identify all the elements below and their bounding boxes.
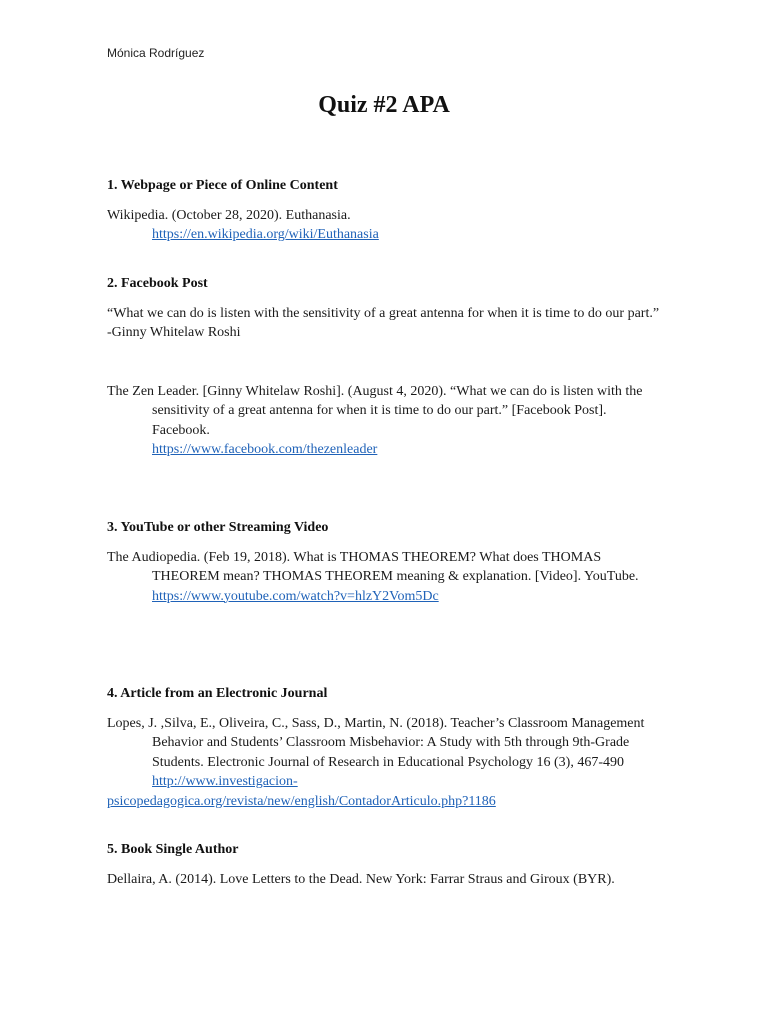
section-2-reference bbox=[107, 382, 667, 460]
section-1 bbox=[107, 176, 667, 245]
section-3-heading: 3. YouTube or other Streaming Video bbox=[107, 520, 329, 535]
page-title: Quiz #2 APA bbox=[318, 92, 450, 118]
section-1-reference-text: Wikipedia. (October 28, 2020). Euthanasia. bbox=[107, 207, 351, 223]
section-4-reference-link-line1[interactable]: http://www.investigacion- bbox=[152, 774, 298, 789]
section-1-heading: 1. Webpage or Piece of Online Content bbox=[107, 178, 338, 193]
section-2-reference-link[interactable]: https://www.facebook.com/thezenleader bbox=[152, 442, 378, 457]
section-4-reference bbox=[107, 714, 667, 792]
section-5 bbox=[107, 840, 677, 889]
section-5-reference bbox=[107, 870, 677, 890]
section-1-reference-link[interactable]: https://en.wikipedia.org/wiki/Euthanasia bbox=[152, 227, 379, 242]
section-4-heading: 4. Article from an Electronic Journal bbox=[107, 686, 328, 701]
section-2 bbox=[107, 274, 667, 460]
author-name: Mónica Rodríguez bbox=[107, 46, 205, 60]
section-3-reference-text: The Audiopedia. (Feb 19, 2018). What is THOMAS THEOREM? What does THOMAS THEOREM mean? THOMAS THEOREM meaning & explanation. [Video]. YouTube. bbox=[107, 549, 639, 584]
section-1-reference bbox=[107, 206, 667, 245]
section-3 bbox=[107, 518, 667, 606]
section-3-reference-link[interactable]: https://www.youtube.com/watch?v=hlzY2Vom5Dc bbox=[152, 588, 439, 604]
section-4-reference-link-line2[interactable]: psicopedagogica.org/revista/new/english/ContadorArticulo.php?1186 bbox=[107, 793, 496, 809]
section-4 bbox=[107, 684, 667, 811]
section-4-reference-text: Lopes, J. ,Silva, E., Oliveira, C., Sass, D., Martin, N. (2018). Teacher’s Classroom Management Behavior and Students’ Classroom Misbehavior: A Study with 5th through 9th-Grade Students. Electronic Journal of Research in Educational Psychology 16 (3), 467-490 bbox=[107, 715, 645, 770]
section-2-heading: 2. Facebook Post bbox=[107, 276, 208, 291]
section-5-reference-text: Dellaira, A. (2014). Love Letters to the Dead. New York: Farrar Straus and Giroux (BYR). bbox=[107, 871, 615, 887]
section-4-reference-link-continuation bbox=[107, 792, 667, 812]
section-2-quote: “What we can do is listen with the sensitivity of a great antenna for when it is time to do our part.” -Ginny Whitelaw Roshi bbox=[107, 305, 660, 340]
section-5-heading: 5. Book Single Author bbox=[107, 842, 239, 857]
section-3-reference bbox=[107, 548, 667, 607]
section-2-reference-text: The Zen Leader. [Ginny Whitelaw Roshi]. (August 4, 2020). “What we can do is listen with the sensitivity of a great antenna for when it is time to do our part.” [Facebook Post]. Facebook. bbox=[107, 383, 643, 438]
